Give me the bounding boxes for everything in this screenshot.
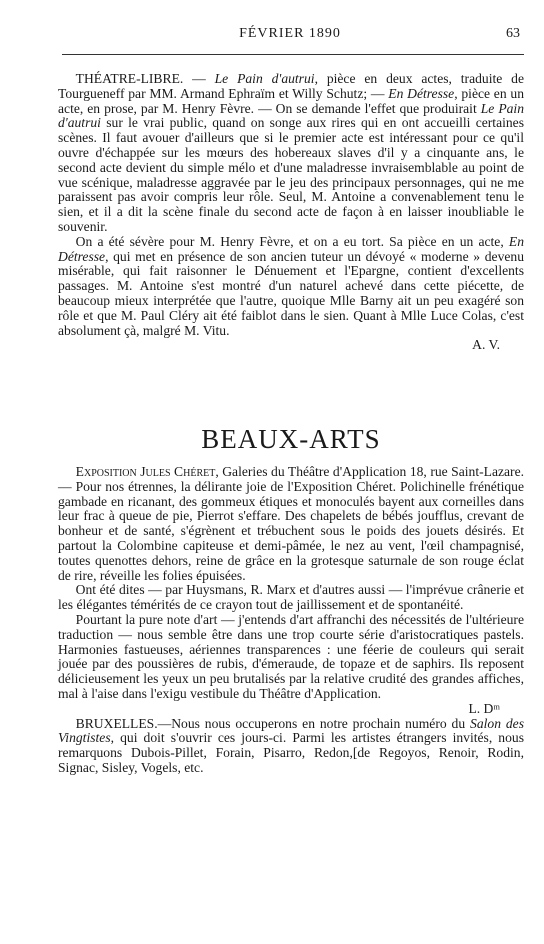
bruxelles-paragraph: BRUXELLES.—Nous nous occuperons en notre prochain numéro du Salon des Vingtistes, qui doit s'ouvrir ces jours-ci. Parmi les artistes étrangers invités, nous remarquons Dubois-Pillet, Forain, Pisarro, Redon,[de Regoyos, Renoir, Rodin, Signac, Sisley, Vogels, etc. — [58, 715, 525, 775]
beaux-paragraph-2: Ont été dites — par Huysmans, R. Marx et d'autres aussi — l'imprévue crânerie et les élégantes témérités de ce crayon tout de jaillissement et de spontanéité. — [58, 582, 524, 613]
salon-title: Salon des Vingtistes — [58, 715, 525, 746]
beaux-signature: L. Dᵐ — [468, 700, 500, 716]
running-title: FÉVRIER 1890 — [239, 26, 341, 41]
page-number: 63 — [506, 26, 520, 41]
cheret-paragraph: Exposition Jules Chéret, Galeries du Théâtre d'Application 18, rue Saint-Lazare.— Pour nos étrennes, la délirante joie de l'Exposition Chéret. Polichinelle frénétique gambade en ricanant, des gommeux étiques et monoculés bayent aux corneilles dans leur frac à queue de pie, Pierrot s'effare. Des chapelets de bébés joufflus, crevant de bonheur et de santé, s'égrènent et trébuchent sous le poids des jouets désirés. Et partout la Colombine capiteuse et demi-pâmée, le nez au vent, l'œil champagnisé, toutes quenottes dehors, reine de grâce en la grotesque saturnale de son rouge éclat de rire, réveille les folies épuisées. — [58, 464, 525, 583]
beaux-arts-section — [58, 465, 524, 776]
theatre-review — [58, 72, 524, 353]
running-head — [60, 26, 520, 48]
theatre-paragraph-2: On a été sévère pour M. Henry Fèvre, et on a eu tort. Sa pièce en un acte, En Détresse, qui met en présence de son ancien tuteur un dévoyé « moderne » devenu misérable, qui fait raisonner le Dénuement et l'Epargne, contient d'excellents passages. M. Antoine s'est montré d'un naturel achevé dans cette piécette, de beaucoup mieux interprétée que l'autre, quoique Mlle Barny ait un peu exagéré son rôle et que M. Paul Cléry ait été faiblot dans le sien. Quant à Mlle Luce Colas, c'est absolument çà, malgré M. Vitu. — [58, 233, 524, 338]
header-rule — [62, 54, 524, 55]
second-work-title: En Détresse — [388, 85, 455, 101]
work-title-again: Le Pain d'autrui — [58, 100, 524, 131]
theatre-signature: A. V. — [472, 337, 500, 353]
work-title: Le Pain d'autrui — [214, 71, 315, 86]
second-work-title-again: En Détresse — [58, 233, 524, 264]
beaux-paragraph-3: Pourtant la pure note d'art — j'entends d'art affranchi des nécessités de l'ultérieure traduction — nous semble être dans une trop courte série d'aristocratiques pastels. Harmonies fastueuses, aériennes transparences : une féerie de couleurs qui serait jouée par des poussières de rubis, d'émeraude, de topaze et de saphirs. Ils reposent délicieusement les yeux un peu brutalisés par la relative crudité des grandes affiches, mal à l'aise dans l'exigu vestibule du Théâtre d'Application. — [58, 611, 524, 701]
bruxelles-label: BRUXELLES. — [75, 715, 158, 731]
exhibition-label: Exposition Jules Chéret — [75, 464, 216, 479]
theatre-kicker: THÉATRE-LIBRE. — [75, 71, 184, 86]
section-title: BEAUX-ARTS — [201, 424, 381, 454]
theatre-paragraph-1: THÉATRE-LIBRE. — Le Pain d'autrui, pièce en deux actes, traduite de Tourgueneff par MM. Armand Ephraïm et Willy Schutz; — En Détresse, pièce en un acte, en prose, par M. Henry Fèvre. — On se demande l'effet que produirait Le Pain d'autrui sur le vrai public, quand on songe aux rires qui en ont accueilli certaines scènes. Il faut avouer d'ailleurs que si le premier acte est intéressant pour ce qu'il ouvre d'échappée sur les mœurs des hobereaux slaves d'il y a cinquante ans, le second acte devient du simple mélo et d'une maladresse invraisemblable au point de vue scénique, maladresse aggravée par le jeu des principaux personnages, qui ne me paraissent pas avoir compris leur rôle. Seul, M. Antoine a convenablement tenu le sien, et il a dit la scène finale du second acte de façon à en laisser inoubliable le souvenir. — [58, 71, 524, 234]
